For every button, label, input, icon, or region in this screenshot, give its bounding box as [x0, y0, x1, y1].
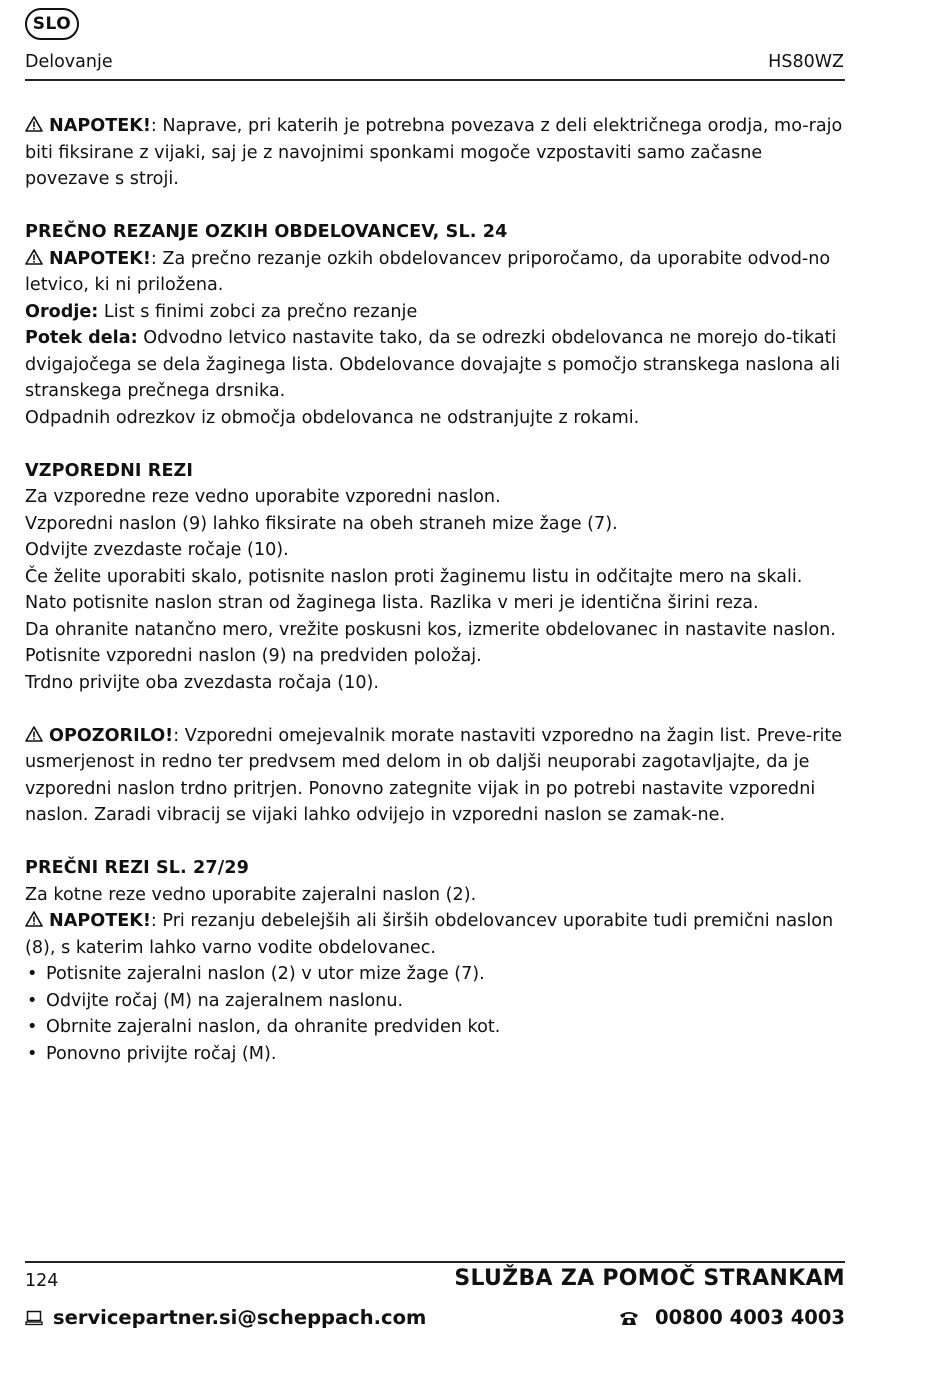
language-code: SLO: [32, 14, 72, 34]
note-paragraph: [25, 908, 850, 961]
warning-triangle-icon: [25, 911, 43, 927]
telephone-icon: [619, 1310, 639, 1326]
section-heading-cross-cuts: PREČNI REZI SL. 27/29: [25, 858, 249, 878]
section-title: Delovanje: [25, 52, 113, 72]
warning-paragraph: [25, 723, 850, 829]
procedure-label: Potek dela:: [25, 328, 138, 348]
procedure-paragraph: [25, 325, 850, 405]
list-item: • Ponovno privijte ročaj (M).: [25, 1041, 850, 1068]
note-label: NAPOTEK!: [49, 911, 151, 931]
list-item: • Obrnite zajeralni naslon, da ohranite predviden kot.: [25, 1014, 850, 1041]
list-item: • Odvijte ročaj (M) na zajeralnem naslonu.: [25, 988, 850, 1015]
instruction-list: [25, 961, 850, 1067]
footer-divider: [25, 1261, 845, 1263]
service-title: SLUŽBA ZA POMOČ STRANKAM: [454, 1266, 845, 1291]
language-badge: [25, 8, 79, 40]
warning-triangle-icon: [25, 249, 43, 265]
warning-triangle-icon: [25, 726, 43, 742]
computer-icon: [25, 1310, 43, 1326]
phone-number[interactable]: 00800 4003 4003: [655, 1306, 845, 1329]
model-name: HS80WZ: [768, 52, 844, 72]
body-line: Odpadnih odrezkov iz območja obdelovanca ne odstranjujte z rokami.: [25, 407, 640, 428]
body-line: Če želite uporabiti skalo, potisnite naslon proti žaginemu listu in odčitajte mero na skali.: [25, 566, 803, 587]
email-address[interactable]: servicepartner.si@scheppach.com: [53, 1306, 427, 1329]
body-line: Trdno privijte oba zvezdasta ročaja (10).: [25, 672, 379, 693]
warning-triangle-icon: [25, 116, 43, 132]
note-text: : Pri rezanju debelejših ali širših obdelovancev uporabite tudi premični naslon (8), s katerim lahko varno vodite obdelovanec.: [25, 911, 834, 958]
body-line: Odvijte zvezdaste ročaje (10).: [25, 540, 289, 560]
note-text: : Za prečno rezanje ozkih obdelovancev priporočamo, da uporabite odvod-no letvico, ki ni priložena.: [25, 248, 831, 295]
main-content: [25, 113, 850, 1067]
section-heading-cross-narrow: PREČNO REZANJE OZKIH OBDELOVANCEV, SL. 24: [25, 222, 508, 242]
note-label: NAPOTEK!: [49, 248, 151, 269]
page-number: 124: [25, 1271, 59, 1291]
section-heading-parallel: VZPOREDNI REZI: [25, 460, 194, 481]
note-text: : Naprave, pri katerih je potrebna povezava z deli električnega orodja, mo-rajo biti fiksirane z vijaki, saj je z navojnimi sponkami mogoče vzpostaviti samo začasne povezave s stroji.: [25, 116, 843, 189]
warning-label: OPOZORILO!: [49, 725, 174, 746]
note-paragraph: [25, 246, 850, 299]
footer-email: [25, 1306, 426, 1329]
list-item: • Potisnite zajeralni naslon (2) v utor mize žage (7).: [25, 961, 850, 988]
tool-label: Orodje:: [25, 301, 99, 322]
body-line: Za kotne reze vedno uporabite zajeralni naslon (2).: [25, 884, 477, 905]
procedure-text: Odvodno letvico nastavite tako, da se odrezki obdelovanca ne morejo do-tikati dvigajočega se dela žaginega lista. Obdelovance dovajajte s pomočjo stranskega naslona ali stranskega prečnega drsnika.: [25, 328, 841, 401]
body-line: Potisnite vzporedni naslon (9) na predviden položaj.: [25, 646, 482, 666]
tool-line: [25, 299, 850, 326]
warning-text: : Vzporedni omejevalnik morate nastaviti vzporedno na žagin list. Preve-rite usmerjenost in redno ter predvsem med delom in ob daljši neuporabi zagotavljajte, da je vzporedni naslon trdno pritrjen. Ponovno zategnite vijak in po potrebi nastavite vzporedni naslon. Zaradi vibracij se vijaki lahko odvijejo in vzporedni naslon se zamak-ne.: [25, 725, 843, 825]
body-line: Vzporedni naslon (9) lahko fiksirate na obeh straneh mize žage (7).: [25, 513, 618, 534]
footer-phone: [619, 1306, 845, 1329]
tool-text: List s finimi zobci za prečno rezanje: [98, 301, 418, 322]
note-paragraph: [25, 113, 850, 193]
body-line: Za vzporedne reze vedno uporabite vzporedni naslon.: [25, 487, 501, 507]
header-divider: [25, 79, 845, 81]
note-label: NAPOTEK!: [49, 116, 151, 136]
body-line: Da ohranite natančno mero, vrežite poskusni kos, izmerite obdelovanec in nastavite naslon.: [25, 619, 836, 640]
body-line: Nato potisnite naslon stran od žaginega lista. Razlika v meri je identična širini reza.: [25, 593, 759, 613]
